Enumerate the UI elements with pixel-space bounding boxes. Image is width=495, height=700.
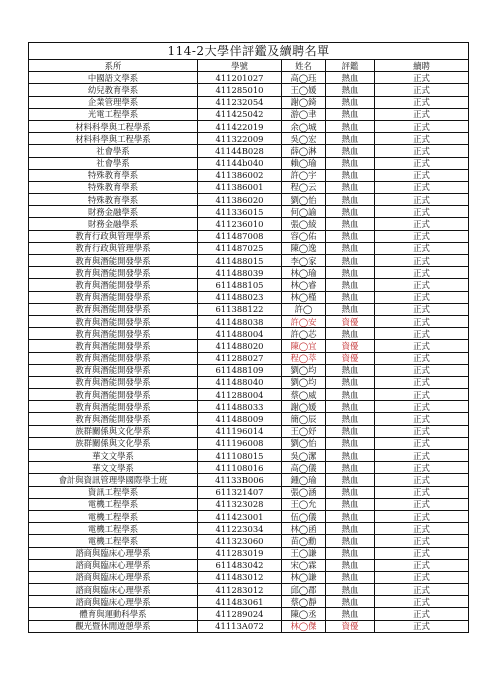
cell-department: 電機工程學系	[29, 498, 198, 510]
table-row	[29, 206, 469, 218]
cell-student-id: 611321407	[198, 486, 282, 498]
cell-name: 宋◯霖	[282, 559, 326, 571]
cell-renewal: 正式	[375, 133, 469, 145]
table-row	[29, 340, 469, 352]
cell-evaluation: 熱血	[326, 510, 375, 522]
cell-evaluation: 熱血	[326, 608, 375, 620]
document-title: 114-2大學伴評鑑及續聘名單	[29, 43, 469, 60]
cell-name: 劉◯均	[282, 376, 326, 388]
cell-name: 程◯云	[282, 181, 326, 193]
header-renewal: 續聘	[375, 60, 469, 72]
table-row	[29, 486, 469, 498]
cell-evaluation: 熱血	[326, 133, 375, 145]
table-row	[29, 389, 469, 401]
cell-student-id: 411323028	[198, 498, 282, 510]
header-evaluation: 評鑑	[326, 60, 375, 72]
cell-student-id: 411488039	[198, 267, 282, 279]
cell-renewal: 正式	[375, 584, 469, 596]
table-row	[29, 181, 469, 193]
cell-evaluation: 熱血	[326, 169, 375, 181]
cell-renewal: 正式	[375, 194, 469, 206]
cell-department: 材料科學與工程學系	[29, 133, 198, 145]
cell-student-id: 611483042	[198, 559, 282, 571]
cell-evaluation: 熱血	[326, 486, 375, 498]
cell-name: 鍾◯瑜	[282, 474, 326, 486]
cell-renewal: 正式	[375, 364, 469, 376]
cell-renewal: 正式	[375, 181, 469, 193]
cell-evaluation: 熱血	[326, 364, 375, 376]
title-row	[29, 43, 469, 60]
cell-name: 許◯安	[282, 315, 326, 327]
cell-student-id: 411487008	[198, 230, 282, 242]
cell-student-id: 411488020	[198, 340, 282, 352]
cell-renewal: 正式	[375, 474, 469, 486]
table-row	[29, 84, 469, 96]
cell-renewal: 正式	[375, 84, 469, 96]
cell-evaluation: 熱血	[326, 413, 375, 425]
table-row	[29, 145, 469, 157]
cell-evaluation: 熱血	[326, 328, 375, 340]
cell-department: 教育與潛能開發學系	[29, 315, 198, 327]
header-row	[29, 60, 469, 72]
cell-renewal: 正式	[375, 145, 469, 157]
cell-name: 賴◯瑜	[282, 157, 326, 169]
cell-department: 電機工程學系	[29, 510, 198, 522]
table-row	[29, 364, 469, 376]
cell-department: 企業管理學系	[29, 96, 198, 108]
cell-student-id: 411422019	[198, 120, 282, 132]
table-row	[29, 303, 469, 315]
cell-department: 特殊教育學系	[29, 181, 198, 193]
cell-name: 林◯槿	[282, 291, 326, 303]
cell-student-id: 411488033	[198, 401, 282, 413]
cell-name: 許◯芯	[282, 328, 326, 340]
cell-student-id: 411283012	[198, 584, 282, 596]
table-row	[29, 547, 469, 559]
table-row	[29, 608, 469, 620]
cell-department: 諮商與臨床心理學系	[29, 584, 198, 596]
cell-department: 財務金融學系	[29, 218, 198, 230]
cell-department: 社會學系	[29, 145, 198, 157]
cell-name: 高◯儀	[282, 462, 326, 474]
cell-evaluation: 熱血	[326, 584, 375, 596]
table-row	[29, 401, 469, 413]
cell-department: 教育與潛能開發學系	[29, 389, 198, 401]
cell-evaluation: 熱血	[326, 267, 375, 279]
cell-student-id: 411483012	[198, 571, 282, 583]
cell-student-id: 411336015	[198, 206, 282, 218]
cell-department: 教育行政與管理學系	[29, 242, 198, 254]
cell-department: 教育與潛能開發學系	[29, 267, 198, 279]
cell-department: 諮商與臨床心理學系	[29, 547, 198, 559]
cell-name: 邱◯郡	[282, 584, 326, 596]
table-row	[29, 559, 469, 571]
cell-student-id: 411488040	[198, 376, 282, 388]
table-row	[29, 620, 469, 632]
cell-department: 特殊教育學系	[29, 169, 198, 181]
cell-student-id: 411108016	[198, 462, 282, 474]
table-row	[29, 230, 469, 242]
cell-renewal: 正式	[375, 72, 469, 84]
cell-department: 幼兒教育學系	[29, 84, 198, 96]
cell-department: 教育與潛能開發學系	[29, 279, 198, 291]
cell-name: 許◯宇	[282, 169, 326, 181]
cell-evaluation: 資優	[326, 620, 375, 632]
cell-department: 體育與運動科學系	[29, 608, 198, 620]
cell-department: 觀光暨休閒遊憩學系	[29, 620, 198, 632]
cell-student-id: 411323060	[198, 535, 282, 547]
cell-department: 特殊教育學系	[29, 194, 198, 206]
cell-renewal: 正式	[375, 608, 469, 620]
cell-name: 張◯涵	[282, 486, 326, 498]
cell-student-id: 411196008	[198, 437, 282, 449]
cell-renewal: 正式	[375, 255, 469, 267]
cell-department: 會計與資訊管理學國際學士班	[29, 474, 198, 486]
cell-name: 簡◯辰	[282, 413, 326, 425]
cell-department: 電機工程學系	[29, 535, 198, 547]
cell-evaluation: 熱血	[326, 523, 375, 535]
cell-name: 吳◯潔	[282, 450, 326, 462]
table-row	[29, 510, 469, 522]
cell-department: 社會學系	[29, 157, 198, 169]
cell-department: 族群關係與文化學系	[29, 437, 198, 449]
cell-renewal: 正式	[375, 462, 469, 474]
cell-renewal: 正式	[375, 352, 469, 364]
cell-name: 蔡◯威	[282, 389, 326, 401]
table-row	[29, 218, 469, 230]
cell-name: 張◯綾	[282, 218, 326, 230]
cell-department: 財務金融學系	[29, 206, 198, 218]
cell-renewal: 正式	[375, 620, 469, 632]
cell-student-id: 411483061	[198, 596, 282, 608]
cell-renewal: 正式	[375, 206, 469, 218]
cell-renewal: 正式	[375, 120, 469, 132]
cell-department: 諮商與臨床心理學系	[29, 559, 198, 571]
cell-renewal: 正式	[375, 523, 469, 535]
cell-evaluation: 熱血	[326, 255, 375, 267]
cell-department: 諮商與臨床心理學系	[29, 596, 198, 608]
cell-evaluation: 熱血	[326, 450, 375, 462]
cell-student-id: 411108015	[198, 450, 282, 462]
cell-name: 王◯允	[282, 498, 326, 510]
table-row	[29, 267, 469, 279]
cell-name: 林◯傑	[282, 620, 326, 632]
cell-renewal: 正式	[375, 340, 469, 352]
cell-renewal: 正式	[375, 498, 469, 510]
cell-renewal: 正式	[375, 389, 469, 401]
cell-department: 教育與潛能開發學系	[29, 291, 198, 303]
cell-name: 游◯聿	[282, 108, 326, 120]
cell-evaluation: 熱血	[326, 120, 375, 132]
cell-evaluation: 熱血	[326, 425, 375, 437]
table-row	[29, 535, 469, 547]
cell-evaluation: 熱血	[326, 547, 375, 559]
cell-name: 何◯諭	[282, 206, 326, 218]
cell-student-id: 411425042	[198, 108, 282, 120]
cell-renewal: 正式	[375, 169, 469, 181]
cell-renewal: 正式	[375, 242, 469, 254]
cell-evaluation: 熱血	[326, 376, 375, 388]
cell-department: 教育與潛能開發學系	[29, 340, 198, 352]
cell-evaluation: 資優	[326, 340, 375, 352]
cell-name: 謝◯錡	[282, 96, 326, 108]
table-row	[29, 169, 469, 181]
table-row	[29, 523, 469, 535]
table-row	[29, 72, 469, 84]
cell-department: 教育與潛能開發學系	[29, 376, 198, 388]
table-row	[29, 413, 469, 425]
cell-student-id: 411488004	[198, 328, 282, 340]
cell-name: 林◯瑜	[282, 267, 326, 279]
cell-evaluation: 熱血	[326, 401, 375, 413]
cell-student-id: 41144B028	[198, 145, 282, 157]
cell-student-id: 411288004	[198, 389, 282, 401]
cell-name: 劉◯怡	[282, 194, 326, 206]
header-name: 姓名	[282, 60, 326, 72]
table-row	[29, 584, 469, 596]
table-row	[29, 279, 469, 291]
cell-department: 材料科學與工程學系	[29, 120, 198, 132]
roster-sheet	[28, 42, 468, 633]
cell-department: 資訊工程學系	[29, 486, 198, 498]
cell-name: 劉◯均	[282, 364, 326, 376]
cell-department: 光電工程學系	[29, 108, 198, 120]
cell-evaluation: 熱血	[326, 84, 375, 96]
cell-name: 王◯妤	[282, 425, 326, 437]
cell-student-id: 411386001	[198, 181, 282, 193]
cell-name: 容◯佑	[282, 230, 326, 242]
table-row	[29, 242, 469, 254]
cell-renewal: 正式	[375, 437, 469, 449]
cell-student-id: 411288027	[198, 352, 282, 364]
cell-name: 伍◯儀	[282, 510, 326, 522]
cell-renewal: 正式	[375, 267, 469, 279]
table-row	[29, 133, 469, 145]
header-dept: 系所	[29, 60, 198, 72]
cell-name: 陳◯逸	[282, 242, 326, 254]
table-row	[29, 157, 469, 169]
cell-evaluation: 資優	[326, 315, 375, 327]
roster-table	[28, 42, 469, 633]
cell-renewal: 正式	[375, 376, 469, 388]
cell-name: 李◯家	[282, 255, 326, 267]
cell-evaluation: 熱血	[326, 559, 375, 571]
cell-name: 林◯函	[282, 523, 326, 535]
cell-student-id: 411386020	[198, 194, 282, 206]
cell-evaluation: 熱血	[326, 145, 375, 157]
cell-student-id: 411322009	[198, 133, 282, 145]
cell-department: 電機工程學系	[29, 523, 198, 535]
cell-renewal: 正式	[375, 218, 469, 230]
cell-student-id: 611488105	[198, 279, 282, 291]
table-row	[29, 425, 469, 437]
cell-name: 蔡◯靜	[282, 596, 326, 608]
cell-department: 教育與潛能開發學系	[29, 352, 198, 364]
cell-name: 謝◯媛	[282, 401, 326, 413]
cell-renewal: 正式	[375, 486, 469, 498]
cell-name: 高◯珏	[282, 72, 326, 84]
table-row	[29, 315, 469, 327]
cell-department: 教育與潛能開發學系	[29, 413, 198, 425]
cell-evaluation: 熱血	[326, 535, 375, 547]
cell-name: 吳◯宏	[282, 133, 326, 145]
cell-evaluation: 熱血	[326, 242, 375, 254]
cell-department: 華文文學系	[29, 462, 198, 474]
cell-renewal: 正式	[375, 401, 469, 413]
cell-renewal: 正式	[375, 535, 469, 547]
cell-student-id: 611388122	[198, 303, 282, 315]
cell-student-id: 411201027	[198, 72, 282, 84]
cell-student-id: 41144b040	[198, 157, 282, 169]
cell-name: 林◯謙	[282, 571, 326, 583]
table-row	[29, 498, 469, 510]
cell-renewal: 正式	[375, 328, 469, 340]
cell-student-id: 411232054	[198, 96, 282, 108]
table-row	[29, 462, 469, 474]
roster-body	[29, 72, 469, 633]
cell-evaluation: 熱血	[326, 389, 375, 401]
cell-student-id: 411236010	[198, 218, 282, 230]
cell-renewal: 正式	[375, 571, 469, 583]
cell-department: 諮商與臨床心理學系	[29, 571, 198, 583]
cell-evaluation: 資優	[326, 352, 375, 364]
cell-evaluation: 熱血	[326, 194, 375, 206]
cell-renewal: 正式	[375, 559, 469, 571]
cell-name: 苗◯勳	[282, 535, 326, 547]
cell-renewal: 正式	[375, 96, 469, 108]
cell-renewal: 正式	[375, 413, 469, 425]
table-row	[29, 108, 469, 120]
cell-evaluation: 熱血	[326, 437, 375, 449]
cell-student-id: 41113A072	[198, 620, 282, 632]
cell-renewal: 正式	[375, 303, 469, 315]
cell-evaluation: 熱血	[326, 206, 375, 218]
cell-name: 許◯	[282, 303, 326, 315]
cell-renewal: 正式	[375, 425, 469, 437]
cell-department: 教育與潛能開發學系	[29, 364, 198, 376]
cell-renewal: 正式	[375, 230, 469, 242]
cell-student-id: 411423001	[198, 510, 282, 522]
table-row	[29, 291, 469, 303]
table-row	[29, 328, 469, 340]
cell-evaluation: 熱血	[326, 279, 375, 291]
table-row	[29, 255, 469, 267]
cell-name: 程◯萃	[282, 352, 326, 364]
cell-name: 王◯謙	[282, 547, 326, 559]
cell-name: 薛◯淋	[282, 145, 326, 157]
cell-department: 教育與潛能開發學系	[29, 328, 198, 340]
cell-student-id: 411488038	[198, 315, 282, 327]
cell-student-id: 611488109	[198, 364, 282, 376]
cell-department: 華文文學系	[29, 450, 198, 462]
cell-student-id: 411386002	[198, 169, 282, 181]
cell-evaluation: 熱血	[326, 72, 375, 84]
cell-student-id: 411488009	[198, 413, 282, 425]
cell-evaluation: 熱血	[326, 96, 375, 108]
cell-evaluation: 熱血	[326, 474, 375, 486]
table-row	[29, 96, 469, 108]
cell-name: 王◯媛	[282, 84, 326, 96]
cell-student-id: 411283019	[198, 547, 282, 559]
cell-renewal: 正式	[375, 450, 469, 462]
table-row	[29, 376, 469, 388]
cell-student-id: 411223034	[198, 523, 282, 535]
cell-renewal: 正式	[375, 547, 469, 559]
cell-name: 林◯睿	[282, 279, 326, 291]
cell-evaluation: 熱血	[326, 498, 375, 510]
table-row	[29, 120, 469, 132]
cell-evaluation: 熱血	[326, 181, 375, 193]
cell-name: 陳◯丞	[282, 608, 326, 620]
cell-department: 教育與潛能開發學系	[29, 303, 198, 315]
cell-department: 教育與潛能開發學系	[29, 401, 198, 413]
cell-department: 族群關係與文化學系	[29, 425, 198, 437]
cell-renewal: 正式	[375, 157, 469, 169]
cell-renewal: 正式	[375, 315, 469, 327]
table-row	[29, 194, 469, 206]
table-row	[29, 450, 469, 462]
cell-evaluation: 熱血	[326, 596, 375, 608]
cell-name: 劉◯怡	[282, 437, 326, 449]
cell-renewal: 正式	[375, 279, 469, 291]
cell-student-id: 411488023	[198, 291, 282, 303]
cell-department: 教育行政與管理學系	[29, 230, 198, 242]
table-row	[29, 596, 469, 608]
cell-renewal: 正式	[375, 596, 469, 608]
cell-student-id: 411289024	[198, 608, 282, 620]
cell-evaluation: 熱血	[326, 462, 375, 474]
cell-evaluation: 熱血	[326, 230, 375, 242]
cell-evaluation: 熱血	[326, 303, 375, 315]
table-row	[29, 352, 469, 364]
cell-student-id: 411488015	[198, 255, 282, 267]
table-row	[29, 571, 469, 583]
cell-renewal: 正式	[375, 108, 469, 120]
cell-department: 教育與潛能開發學系	[29, 255, 198, 267]
cell-name: 余◯城	[282, 120, 326, 132]
cell-evaluation: 熱血	[326, 291, 375, 303]
header-student-id: 學號	[198, 60, 282, 72]
cell-student-id: 411285010	[198, 84, 282, 96]
cell-name: 陳◯宜	[282, 340, 326, 352]
cell-evaluation: 熱血	[326, 218, 375, 230]
table-row	[29, 437, 469, 449]
cell-evaluation: 熱血	[326, 571, 375, 583]
cell-department: 中國語文學系	[29, 72, 198, 84]
table-row	[29, 474, 469, 486]
cell-evaluation: 熱血	[326, 157, 375, 169]
cell-renewal: 正式	[375, 510, 469, 522]
cell-renewal: 正式	[375, 291, 469, 303]
cell-student-id: 411196014	[198, 425, 282, 437]
cell-student-id: 411487025	[198, 242, 282, 254]
cell-student-id: 41133B006	[198, 474, 282, 486]
cell-evaluation: 熱血	[326, 108, 375, 120]
